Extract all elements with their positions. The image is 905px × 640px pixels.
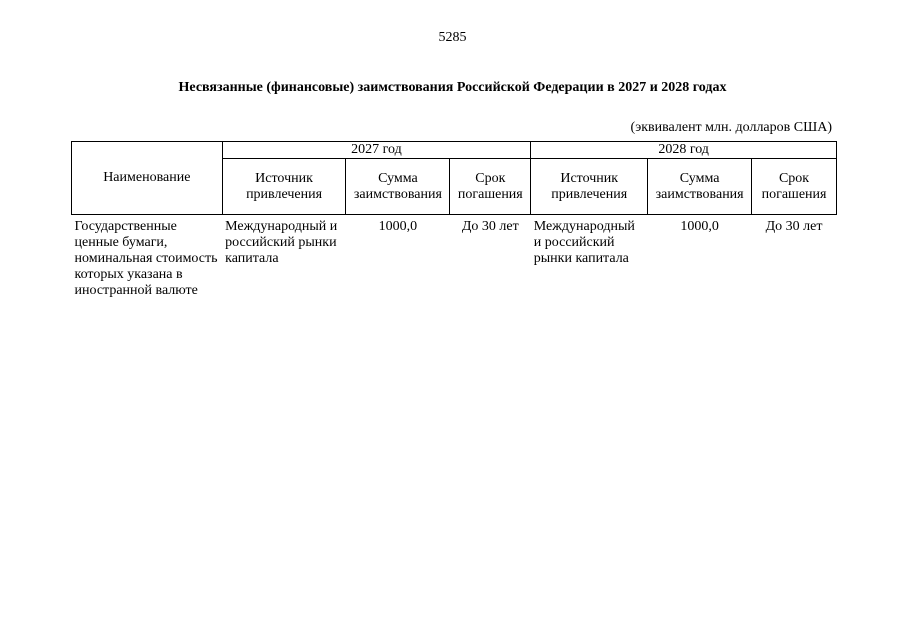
column-header-term-2028: Срок погашения [752,159,837,215]
cell-amount-2028: 1000,0 [680,219,719,234]
table-row [72,215,837,300]
column-header-year-2027: 2027 год [222,142,531,159]
cell-term-2028: До 30 лет [765,219,823,234]
column-header-source-2027: Источник привлечения [222,159,346,215]
borrowings-table [71,141,837,299]
table-header-row [72,142,837,159]
column-header-year-2028: 2028 год [531,142,837,159]
units-note: (эквивалент млн. долларов США) [630,120,832,135]
page-number: 5285 [438,30,467,45]
column-header-amount-2028: Сумма заимствования [648,159,752,215]
column-header-source-2028: Источник привлечения [531,159,648,215]
cell-source-2027: Международный и российский рынки капитала [225,219,338,266]
column-header-name: Наименование [72,142,223,215]
column-header-amount-2027: Сумма заимствования [346,159,450,215]
cell-amount-2027: 1000,0 [378,219,418,234]
cell-source-2028: Международный и российский рынки капитала [533,219,635,266]
document-title: Несвязанные (финансовые) заимствования Российской Федерации в 2027 и 2028 годах [178,80,727,95]
cell-name: Государственные ценные бумаги, номинальная стоимость которых указана в иностранной валюте [74,219,218,298]
cell-term-2027: До 30 лет [461,219,519,234]
column-header-term-2027: Срок погашения [450,159,531,215]
